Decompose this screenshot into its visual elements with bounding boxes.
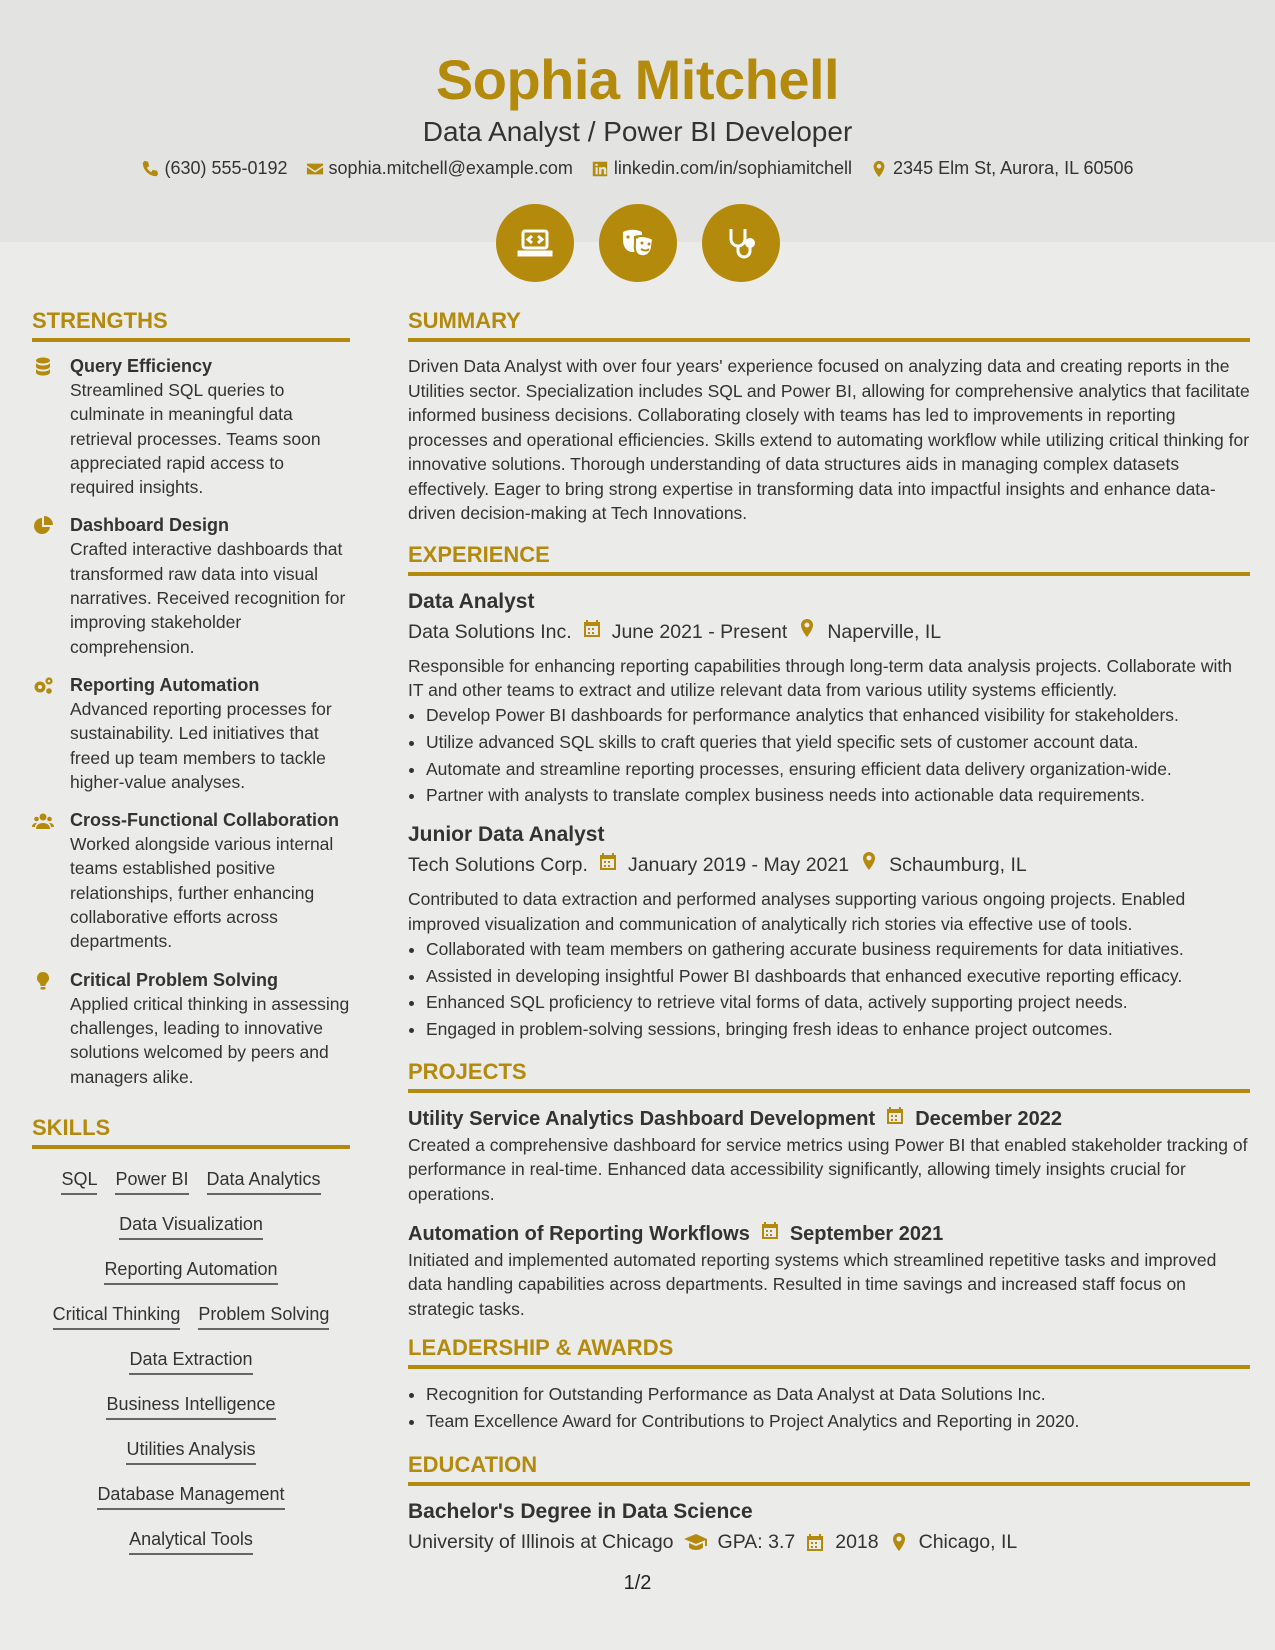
experience-heading: EXPERIENCE xyxy=(408,538,1250,576)
job-location: Schaumburg, IL xyxy=(889,854,1027,877)
strength-text: Streamlined SQL queries to culminate in meaningful data retrieval processes. Teams soon appreciated rapid access to required insights. xyxy=(70,380,321,498)
calendar-icon xyxy=(805,1532,825,1552)
job-description: Responsible for enhancing reporting capabilities through long-term data analysis projects. Collaborate with IT and other teams to extract and utilize relevant data from various utility systems efficiently. xyxy=(408,655,1232,700)
education-meta xyxy=(408,1526,1250,1558)
strength-text: Applied critical thinking in assessing challenges, leading to innovative solutions welcomed by peers and managers alike. xyxy=(70,993,350,1087)
calendar-icon xyxy=(885,1105,905,1133)
skill-tag: Data Visualization xyxy=(119,1212,263,1240)
job-bullet: • Utilize advanced SQL skills to craft queries that yield specific sets of customer account data. xyxy=(426,729,1250,756)
strength-title: Critical Problem Solving xyxy=(70,969,279,990)
strength-text: Worked alongside various internal teams established positive relationships, further enhancing collaborative efforts across departments. xyxy=(70,834,334,952)
project-title: Automation of Reporting Workflows xyxy=(408,1222,750,1245)
calendar-icon xyxy=(760,1220,780,1248)
job-bullet: • Enhanced SQL proficiency to retrieve vital forms of data, actively supporting project needs. xyxy=(426,989,1250,1016)
skill-tag: Data Analytics xyxy=(207,1167,321,1195)
job-description: Contributed to data extraction and performed analyses supporting various ongoing projects. Enabled improved visualization and communication of analytically rich stories via effective use of tools. xyxy=(408,889,1186,934)
graduation-cap-icon xyxy=(684,1532,708,1552)
project-date: September 2021 xyxy=(789,1222,944,1245)
skill-tag: Data Extraction xyxy=(129,1347,252,1375)
skill-row xyxy=(32,1257,350,1285)
job-company: Tech Solutions Corp. xyxy=(408,854,588,877)
projects-heading: PROJECTS xyxy=(408,1055,1250,1093)
summary-heading: SUMMARY xyxy=(408,304,1250,342)
envelope-icon xyxy=(306,160,324,178)
strength-text: Advanced reporting processes for sustainability. Led initiatives that freed up team members to tackle higher-value analyses. xyxy=(70,698,332,792)
users-icon xyxy=(32,808,56,953)
skill-tag: Reporting Automation xyxy=(104,1257,277,1285)
skill-tag: Critical Thinking xyxy=(53,1302,181,1330)
phone-icon xyxy=(141,160,159,178)
skill-row xyxy=(32,1167,350,1195)
job-dates: June 2021 - Present xyxy=(611,620,788,643)
linkedin-icon xyxy=(591,160,609,178)
strengths-list xyxy=(32,354,350,1089)
skill-tag: Analytical Tools xyxy=(129,1527,253,1555)
awards-list xyxy=(426,1381,1250,1435)
address-text: 2345 Elm St, Aurora, IL 60506 xyxy=(893,158,1134,178)
project-description: Initiated and implemented automated reporting systems which streamlined repetitive tasks and improved data handling capabilities across departments. Resulted in time savings and increased staff focus on strategic tasks. xyxy=(408,1249,1217,1319)
skill-row xyxy=(32,1437,350,1465)
contact-linkedin[interactable] xyxy=(591,158,852,179)
calendar-icon xyxy=(582,616,602,648)
strength-title: Cross-Functional Collaboration xyxy=(70,810,340,831)
job-bullet: • Assisted in developing insightful Power BI dashboards that enhanced executive reporting efficacy. xyxy=(426,963,1250,990)
job-title: Junior Data Analyst xyxy=(408,823,605,847)
job-dates: January 2019 - May 2021 xyxy=(627,854,850,877)
skill-tag: Utilities Analysis xyxy=(126,1437,255,1465)
degree-title: Bachelor's Degree in Data Science xyxy=(408,1500,753,1524)
strength-text: Crafted interactive dashboards that transformed raw data into visual narratives. Received recognition for improving stakeholder comprehension. xyxy=(70,539,346,657)
contact-address xyxy=(870,158,1134,179)
project-header xyxy=(408,1105,1250,1133)
contact-bar xyxy=(0,158,1275,179)
project-description: Created a comprehensive dashboard for service metrics using Power BI that enabled stakeholder tracking of performance in real-time. Enhanced data accessibility significantly, allowing timely insights crucial for operations. xyxy=(408,1135,1248,1204)
job-bullet: • Partner with analysts to translate complex business needs into actionable data requirements. xyxy=(426,782,1250,809)
projects-list xyxy=(408,1105,1250,1321)
project-entry xyxy=(408,1105,1250,1206)
strength-item xyxy=(32,354,350,499)
contact-email[interactable] xyxy=(306,158,573,179)
job-bullet: • Collaborated with team members on gathering accurate business requirements for data initiatives. xyxy=(426,936,1250,963)
strength-item xyxy=(32,808,350,953)
job-company: Data Solutions Inc. xyxy=(408,620,572,643)
skill-tag: Problem Solving xyxy=(198,1302,329,1330)
strength-body xyxy=(70,968,350,1089)
project-date: December 2022 xyxy=(915,1108,1062,1131)
page-number: 1/2 xyxy=(623,1572,652,1594)
cogs-icon xyxy=(32,673,56,794)
right-column xyxy=(408,304,1250,1564)
strength-item xyxy=(32,968,350,1089)
awards-heading: LEADERSHIP & AWARDS xyxy=(408,1331,1250,1369)
gpa-text: GPA: 3.7 xyxy=(717,1531,796,1554)
lightbulb-icon xyxy=(32,968,56,1089)
job-title: Data Analyst xyxy=(408,589,535,613)
linkedin-text[interactable]: linkedin.com/in/sophiamitchell xyxy=(613,158,853,178)
skill-row xyxy=(32,1302,350,1330)
calendar-icon xyxy=(598,849,618,881)
masks-theater-icon xyxy=(599,204,677,282)
skills-heading: SKILLS xyxy=(32,1111,350,1149)
job-bullet: • Automate and streamline reporting processes, ensuring efficient data delivery organization-wide. xyxy=(426,756,1250,783)
database-icon xyxy=(32,354,56,499)
skill-row xyxy=(32,1482,350,1510)
skill-tag: Database Management xyxy=(97,1482,284,1510)
award-item: • Recognition for Outstanding Performance as Data Analyst at Data Solutions Inc. xyxy=(426,1381,1250,1408)
job-location: Naperville, IL xyxy=(827,620,942,643)
contact-phone xyxy=(141,158,287,179)
strength-item xyxy=(32,673,350,794)
strength-body xyxy=(70,513,350,658)
job-bullet: • Develop Power BI dashboards for performance analytics that enhanced visibility for stakeholders. xyxy=(426,702,1250,729)
job-bullet: • Engaged in problem-solving sessions, bringing fresh ideas to enhance project outcomes. xyxy=(426,1016,1250,1043)
skill-tag: Business Intelligence xyxy=(106,1392,275,1420)
job-entry xyxy=(408,588,1250,810)
phone-text: (630) 555-0192 xyxy=(164,158,288,178)
chart-pie-icon xyxy=(32,513,56,658)
candidate-role: Data Analyst / Power BI Developer xyxy=(422,116,853,147)
left-column xyxy=(32,304,350,1572)
job-bullets xyxy=(426,936,1250,1043)
project-header xyxy=(408,1220,1250,1248)
email-text[interactable]: sophia.mitchell@example.com xyxy=(328,158,573,178)
award-item: • Team Excellence Award for Contributions to Project Analytics and Reporting in 2020. xyxy=(426,1408,1250,1435)
strength-title: Dashboard Design xyxy=(70,515,230,536)
school-name: University of Illinois at Chicago xyxy=(408,1531,674,1554)
strength-title: Query Efficiency xyxy=(70,356,213,376)
skill-row xyxy=(32,1527,350,1555)
education-year: 2018 xyxy=(835,1531,879,1554)
education-location: Chicago, IL xyxy=(918,1531,1018,1554)
skill-row xyxy=(32,1392,350,1420)
job-entry xyxy=(408,821,1250,1043)
project-title: Utility Service Analytics Dashboard Development xyxy=(408,1108,876,1131)
strength-body xyxy=(70,354,350,499)
skill-row xyxy=(32,1212,350,1240)
job-meta xyxy=(408,616,1250,648)
skills-list xyxy=(32,1161,350,1555)
job-bullets xyxy=(426,702,1250,809)
candidate-name: Sophia Mitchell xyxy=(435,48,840,111)
experience-list xyxy=(408,588,1250,1044)
education-heading: EDUCATION xyxy=(408,1448,1250,1486)
laptop-code-icon xyxy=(496,204,574,282)
strength-item xyxy=(32,513,350,658)
strength-body xyxy=(70,673,350,794)
stethoscope-icon xyxy=(702,204,780,282)
map-marker-icon xyxy=(797,616,817,648)
strength-body xyxy=(70,808,350,953)
map-marker-icon xyxy=(859,849,879,881)
map-marker-icon xyxy=(889,1532,909,1552)
strengths-heading: STRENGTHS xyxy=(32,304,350,342)
job-meta xyxy=(408,849,1250,881)
summary-text: Driven Data Analyst with over four years' experience focused on analyzing data and creating reports in the Utilities sector. Specialization includes SQL and Power BI, allowing for comprehensive analytics that facilitate informed business decisions. Collaborating closely with teams has led to improvements in reporting processes and operational efficiencies. Skills extend to automating workflow while utilizing critical thinking for innovative solutions. Thorough understanding of data structures aids in managing complex datasets effectively. Eager to bring strong expertise in transforming data into impactful insights and enhance data-driven decision-making at Tech Innovations. xyxy=(408,356,1250,523)
map-marker-icon xyxy=(870,160,888,178)
interest-badges xyxy=(0,204,1275,282)
skill-tag: Power BI xyxy=(115,1167,188,1195)
skill-tag: SQL xyxy=(61,1167,97,1195)
strength-title: Reporting Automation xyxy=(70,674,260,695)
skill-row xyxy=(32,1347,350,1375)
project-entry xyxy=(408,1220,1250,1321)
